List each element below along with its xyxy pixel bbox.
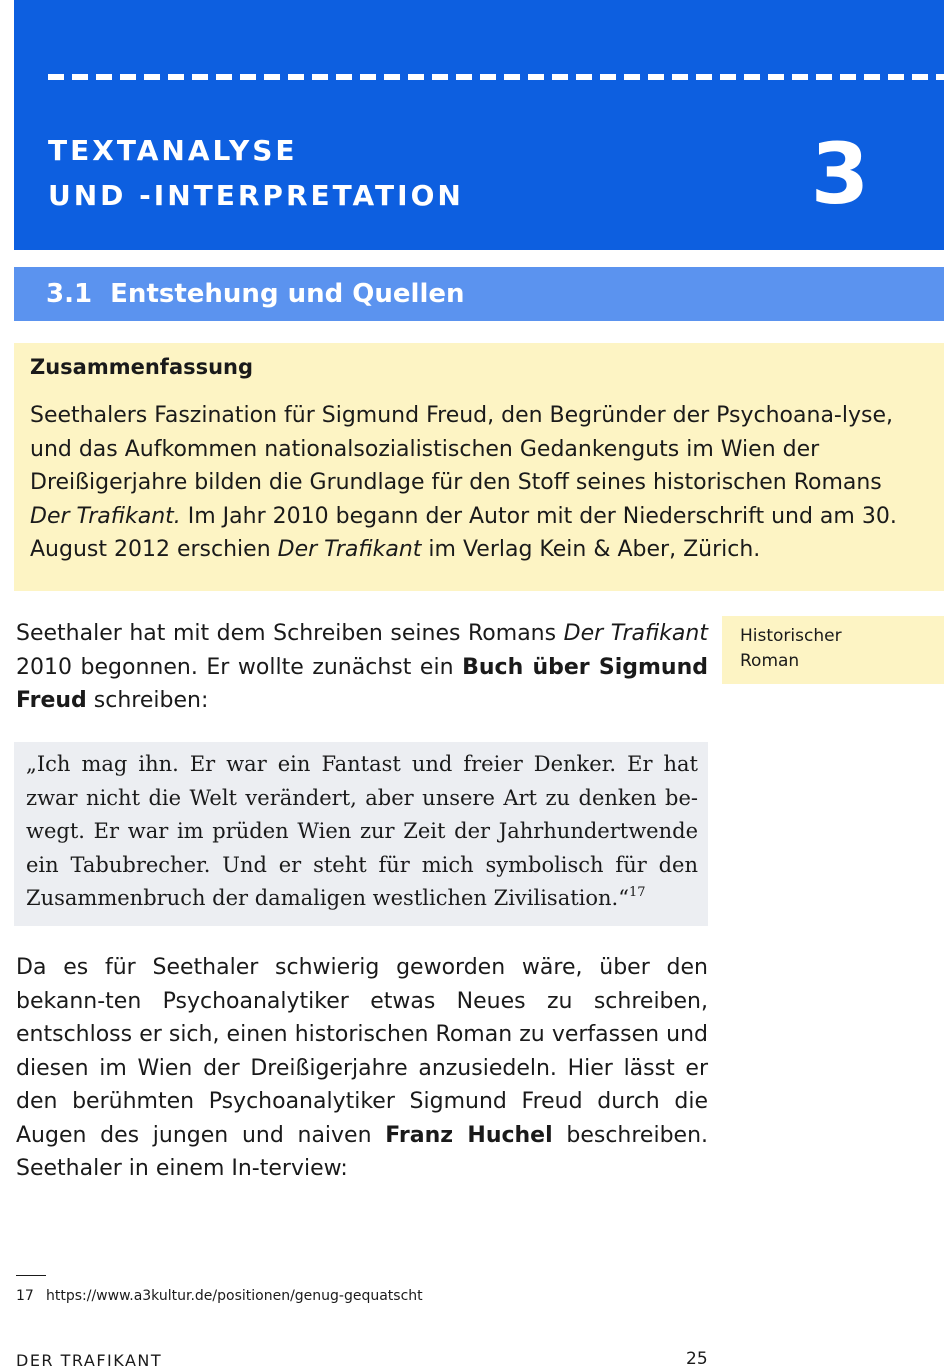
- footnote: [16, 1288, 423, 1304]
- paragraph-text: Da es für Seethaler schwierig geworden wäre, über den bekann-ten Psychoanalytiker etwas Neues zu schreiben, entschloss er sich, einen historischen Roman zu verfassen und diesen im Wien der Dreißigerjahre anzusiedeln. Hier lässt er den berühmten Psychoanalytiker Sigmund Freud durch die Augen des jungen und naiven: [16, 955, 708, 1148]
- quote-body: „Ich mag ihn. Er war ein Fantast und freier Denker. Er hat zwar nicht die Welt verändert, aber unsere Art zu denken be-wegt. Er war im prüden Wien zur Zeit der Jahrhundertwende ein Tabubrecher. Und er steht für mich symbolisch für den Zusammenbruch der damaligen westlichen Zivilisation.“: [26, 752, 698, 910]
- book-title-italic: Der Trafikant: [277, 537, 422, 562]
- footnote-link[interactable]: https://www.a3kultur.de/positionen/genug-gequatscht: [46, 1288, 423, 1304]
- bold-term: Buch über Sigmund Freud: [16, 654, 709, 713]
- section-number: 3.1: [46, 279, 93, 309]
- margin-note-text: [740, 624, 842, 674]
- paragraph-text: 2010 begonnen. Er wollte zunächst ein: [16, 654, 463, 680]
- paragraph-text: beschreiben. Seethaler in einem In-terview:: [16, 1122, 709, 1181]
- book-title-italic: Der Trafikant.: [30, 503, 181, 529]
- page-number: 25: [686, 1349, 708, 1369]
- book-title-italic: Der Trafikant: [563, 621, 708, 646]
- margin-note-line-2: Roman: [740, 651, 800, 671]
- section-header: [14, 267, 944, 321]
- summary-text-part: Seethalers Faszination für Sigmund Freud, den Begründer der Psychoana-lyse, und das Aufkommen nationalsozialistischen Gedankenguts im Wien der Dreißigerjahre bilden die Grundlage für den Stoff seines historischen Romans: [30, 403, 893, 495]
- quote-box: [14, 742, 708, 926]
- paragraph-2: [16, 951, 708, 1186]
- paragraph-text: schreiben:: [86, 688, 209, 713]
- quote-text: [26, 748, 698, 916]
- summary-text-part: im Verlag Kein & Aber, Zürich.: [421, 537, 761, 562]
- margin-note-line-1: Historischer: [740, 626, 842, 646]
- margin-note: [722, 616, 944, 684]
- footnote-number: 17: [16, 1288, 34, 1304]
- chapter-number: 3: [810, 125, 870, 223]
- footnote-reference: 17: [628, 885, 646, 900]
- chapter-title: [48, 128, 464, 218]
- footnote-rule: [16, 1275, 46, 1276]
- bold-term: Franz Huchel: [385, 1122, 553, 1148]
- footer-book-title: DER TRAFIKANT: [16, 1351, 163, 1370]
- paragraph-text: Seethaler hat mit dem Schreiben seines Romans: [16, 621, 564, 646]
- dashed-divider: [48, 74, 944, 80]
- section-title: [46, 267, 465, 321]
- chapter-title-line-2: UND -INTERPRETATION: [48, 179, 464, 212]
- section-name: Entstehung und Quellen: [110, 279, 465, 309]
- summary-text-part: Im Jahr 2010 begann der Autor mit der Niederschrift und am 30. August 2012 erschien: [30, 503, 897, 562]
- summary-heading: Zusammenfassung: [30, 355, 254, 379]
- chapter-title-line-1: TEXTANALYSE: [48, 134, 298, 167]
- chapter-header: [14, 0, 944, 250]
- summary-box: [14, 343, 944, 591]
- summary-text: [30, 399, 910, 567]
- paragraph-1: [16, 617, 708, 718]
